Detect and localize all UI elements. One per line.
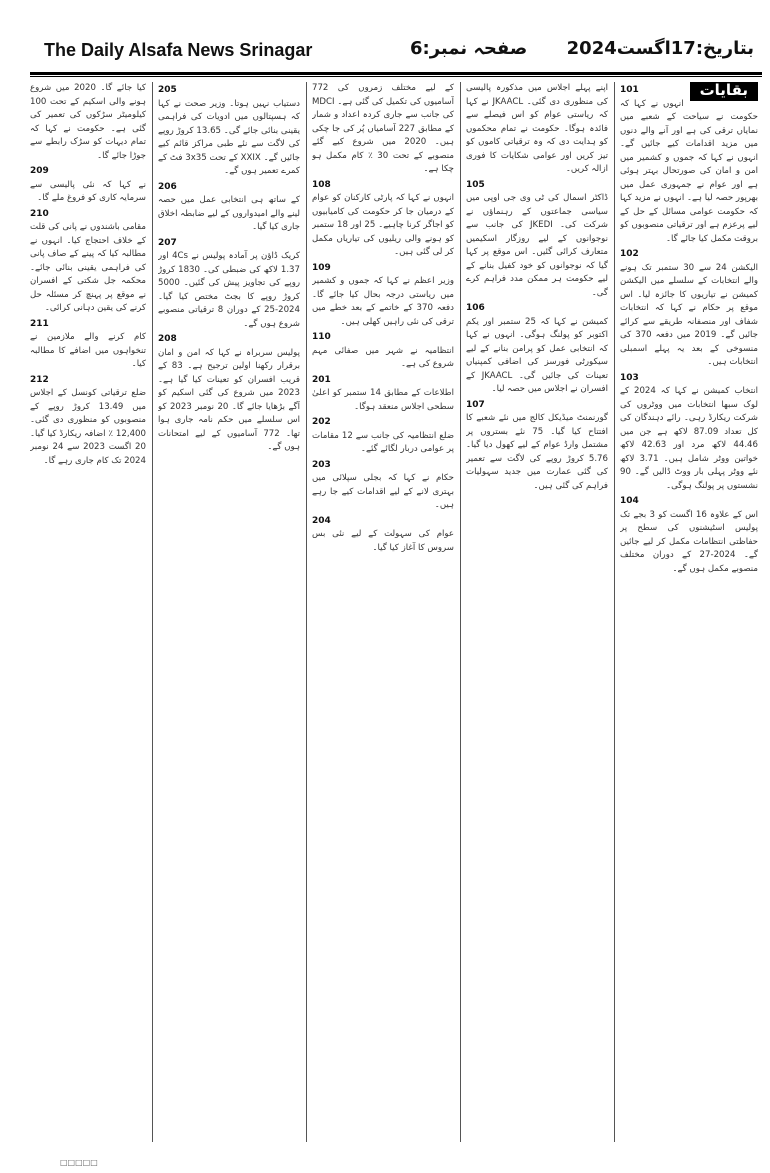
masthead [30,36,762,70]
article-text: ضلع ترقیاتی کونسل کے اجلاس میں 13.49 کروڑ روپے کے منصوبوں کو منظوری دی گئی۔ 12,400 ٪ اضافہ ریکارڈ کیا گیا۔ 20 اگست 2023 سے 24 نومبر 2024 تک کام جاری رہے گا۔ [30,388,146,466]
article-number: 202 [312,417,331,427]
masthead-rule [30,72,762,75]
column-5 [30,82,146,1142]
article-text: دستیاب نہیں ہوتا۔ وزیر صحت نے کہا کہ ہسپتالوں میں ادویات کی فراہمی یقینی بنائی جائے گی۔ 13.65 کروڑ روپے کی لاگت سے نئے طبی مراکز قائم کیے جائیں گے۔ XXIX کے تحت 3x35 فٹ کے کمرے تعمیر ہوں گے۔ [158,98,300,176]
column-divider [306,82,307,1142]
column-4 [158,82,300,1142]
issue-date: بتاریخ:17اگست2024 [566,38,754,59]
article-number: 104 [620,496,639,506]
column-2 [466,82,608,1142]
article-text: حکام نے کہا کہ بجلی سپلائی میں بہتری لانے کے لیے اقدامات کیے جا رہے ہیں۔ [312,473,454,510]
article-text: کے لیے مختلف زمروں کی 772 آسامیوں کی تکمیل کی گئی ہے۔ MDCI کی جانب سے جاری کردہ اعداد و شمار کے مطابق 227 آسامیاں پُر کی جا چکی ہیں۔ 2020 میں شروع کیے گئے منصوبے کے تحت 30 ٪ کام مکمل ہو چکا ہے۔ [312,83,454,174]
article-number: 209 [30,166,49,176]
article-text: گورنمنٹ میڈیکل کالج میں نئے شعبے کا افتتاح کیا گیا۔ 75 نئے بستروں پر مشتمل وارڈ عوام کے لیے کھول دیا گیا۔ 5.76 کروڑ روپے کی لاگت سے تعمیر کی گئی عمارت میں جدید سہولیات فراہم کی گئی ہیں۔ [466,413,608,491]
column-divider [460,82,461,1142]
article-number: 212 [30,374,49,385]
article-text: ڈاکٹر اسمال کی ٹی وی جی اوپی میں سیاسی جماعتوں کے رہنماؤں نے شرکت کی۔ JKEDI کی جانب سے نوجوانوں کے لیے روزگار اسکیمیں متعارف کرائی گئیں۔ اس موقع پر کہا گیا کہ نوجوانوں کو خود کفیل بنانے کے لیے حکومت ہر ممکن مدد فراہم کرے گی۔ [466,193,608,298]
article-number: 206 [158,181,177,192]
masthead-rule-thin [30,76,762,77]
article-text: انتظامیہ نے شہر میں صفائی مہم شروع کی ہے۔ [312,345,454,369]
paper-name: The Daily Alsafa News Srinagar [44,40,313,60]
article-number: 211 [30,318,49,329]
article-number: 210 [30,208,49,219]
article-text: عوام کی سہولت کے لیے نئی بس سروس کا آغاز کیا گیا۔ [312,529,454,553]
article-text: وزیر اعظم نے کہا کہ جموں و کشمیر میں ریاستی درجہ بحال کیا جائے گا۔ دفعہ 370 کے خاتمے کے بعد خطے میں ترقی کی نئی راہیں کھلی ہیں۔ [312,276,454,327]
article-text: کریک ڈاؤن پر آمادہ پولیس نے 4Cs اور 1.37 لاکھ کی ضبطی کی۔ 1830 کروڑ روپے کی تجاویز پیش کی گئیں۔ 5000 کروڑ روپے کا بجٹ مختص کیا گیا۔ 2024-25 کے دوران 8 ترقیاتی منصوبے شروع ہوں گے۔ [158,251,300,329]
article-text: انتخاب کمیشن نے کہا کہ 2024 کے لوک سبھا انتخابات میں ووٹروں کی شرکت ریکارڈ رہی۔ رائے دہندگان کی کل تعداد 87.09 لاکھ ہے جن میں 44.46 لاکھ مرد اور 42.63 لاکھ خواتین ووٹر شامل ہیں۔ 3.71 لاکھ نئے ووٹر پہلی بار ووٹ ڈالیں گے۔ 90 نشستوں پر پولنگ ہوگی۔ [620,386,758,491]
article-text: اطلاعات کے مطابق 14 ستمبر کو اعلیٰ سطحی اجلاس منعقد ہوگا۔ [312,388,454,412]
article-text: ضلع انتظامیہ کی جانب سے 12 مقامات پر عوامی دربار لگائے گئے۔ [312,430,454,454]
article-text: انہوں نے کہا کہ پارٹی کارکنان کو عوام کے درمیان جا کر حکومت کی کامیابیوں کو اجاگر کرنا چاہیے۔ 25 اور 18 ستمبر کو ہونے والی ریلیوں کی تیاریاں مکمل کر لی گئی ہیں۔ [312,193,454,257]
article-number: 105 [466,179,485,190]
article-text: کیا جائے گا۔ 2020 میں شروع ہونے والی اسکیم کے تحت 100 کیلومیٹر سڑکوں کی تعمیر کی گئی ہے۔ حکومت نے کہا کہ تمام دیہات کو سڑک رابطے سے جوڑا جائے گا۔ [30,83,146,161]
article-number: 106 [466,303,485,313]
column-1 [620,82,758,1142]
article-text: پولیس سربراہ نے کہا کہ امن و امان برقرار رکھنا اولین ترجیح ہے۔ 83 کے قریب افسران کو تعینات کیا گیا ہے۔ 2023 میں شروع کی گئی اسکیم کو آگے بڑھایا جائے گا۔ 20 نومبر 2023 کو اس سلسلے میں حکم نامہ جاری ہوا تھا۔ 772 آسامیوں کے لیے امتحانات ہوں گے۔ [158,347,300,452]
article-text: کے ساتھ ہی انتخابی عمل میں حصہ لینے والے امیدواروں کے لیے ضابطہ اخلاق جاری کیا گیا۔ [158,195,300,232]
article-number: 204 [312,515,331,526]
column-divider [152,82,153,1142]
article-number: 103 [620,372,639,383]
article-number: 110 [312,332,331,342]
article-number: 101 [620,85,639,95]
article-number: 102 [620,249,639,259]
article-number: 108 [312,179,331,190]
article-text: اپنے پہلے اجلاس میں مذکورہ پالیسی کی منظوری دی گئی۔ JKAACL نے کہا کہ ریاستی عوام کو اس فیصلے سے فائدہ ہوگا۔ حکومت نے تمام محکموں کو ہدایت دی کہ وہ ترقیاتی کاموں کو تیز کریں اور عوامی شکایات کا فوری ازالہ کریں۔ [466,83,608,174]
footer-mark: □□□□□ [60,1158,98,1167]
article-text: انہوں نے کہا کہ حکومت نے سیاحت کے شعبے میں نمایاں ترقی کی ہے اور آنے والے دنوں میں مزید اقدامات کیے جائیں گے۔ انہوں نے کہا کہ جموں و کشمیر میں امن و امان کی صورتحال بہتر ہوئی ہے اور عوام نے جمہوری عمل میں بھرپور حصہ لیا ہے۔ انہوں نے مزید کہا کہ حکومت عوامی مسائل کے حل کے لیے پرعزم ہے اور ترقیاتی منصوبوں کو بروقت مکمل کیا جائے گا۔ [620,98,758,244]
article-number: 208 [158,334,177,344]
article-text: مقامی باشندوں نے پانی کی قلت کے خلاف احتجاج کیا۔ انہوں نے مطالبہ کیا کہ پینے کے صاف پانی کی فراہمی یقینی بنائی جائے۔ محکمہ جل شکتی کے افسران نے موقع پر پہنچ کر مسئلہ حل کرنے کی یقین دہانی کرائی۔ [30,222,146,313]
article-number: 205 [158,85,177,95]
article-text: نے کہا کہ نئی پالیسی سے سرمایہ کاری کو فروغ ملے گا۔ [30,179,146,203]
article-number: 207 [158,237,177,248]
article-number: 109 [312,262,331,273]
column-divider [614,82,615,1142]
article-text: کام کرنے والے ملازمین نے تنخواہوں میں اضافے کا مطالبہ کیا۔ [30,332,146,369]
article-text: الیکشن 24 سے 30 ستمبر تک ہونے والے انتخابات کے سلسلے میں الیکشن کمیشن نے تیاریوں کا جائزہ لیا۔ اس موقع پر حکام نے کہا کہ انتخابات شفاف اور منصفانہ طریقے سے کرائے جائیں گے۔ 2019 میں دفعہ 370 کی منسوخی کے بعد یہ پہلے اسمبلی انتخابات ہیں۔ [620,262,758,367]
article-number: 203 [312,459,331,470]
article-number: 107 [466,399,485,410]
article-number: 201 [312,374,331,385]
page-number: صفحہ نمبر:6 [410,38,528,59]
column-3 [312,82,454,1142]
article-text: کمیشن نے کہا کہ 25 ستمبر اور یکم اکتوبر کو پولنگ ہوگی۔ انہوں نے کہا کہ انتخابی عمل کو پرامن بنانے کے لیے سیکورٹی فورسز کی اضافی کمپنیاں تعینات کی جائیں گی۔ JKAACL کے افسران نے اجلاس میں حصہ لیا۔ [466,316,608,394]
article-text: اس کے علاوہ 16 اگست کو 3 بجے تک پولیس اسٹیشنوں کی سطح پر حفاظتی انتظامات مکمل کر لیے جائیں گے۔ 2024-27 کے دوران مختلف منصوبے مکمل ہوں گے۔ [620,509,758,574]
section-banner: بقایات [690,82,758,101]
